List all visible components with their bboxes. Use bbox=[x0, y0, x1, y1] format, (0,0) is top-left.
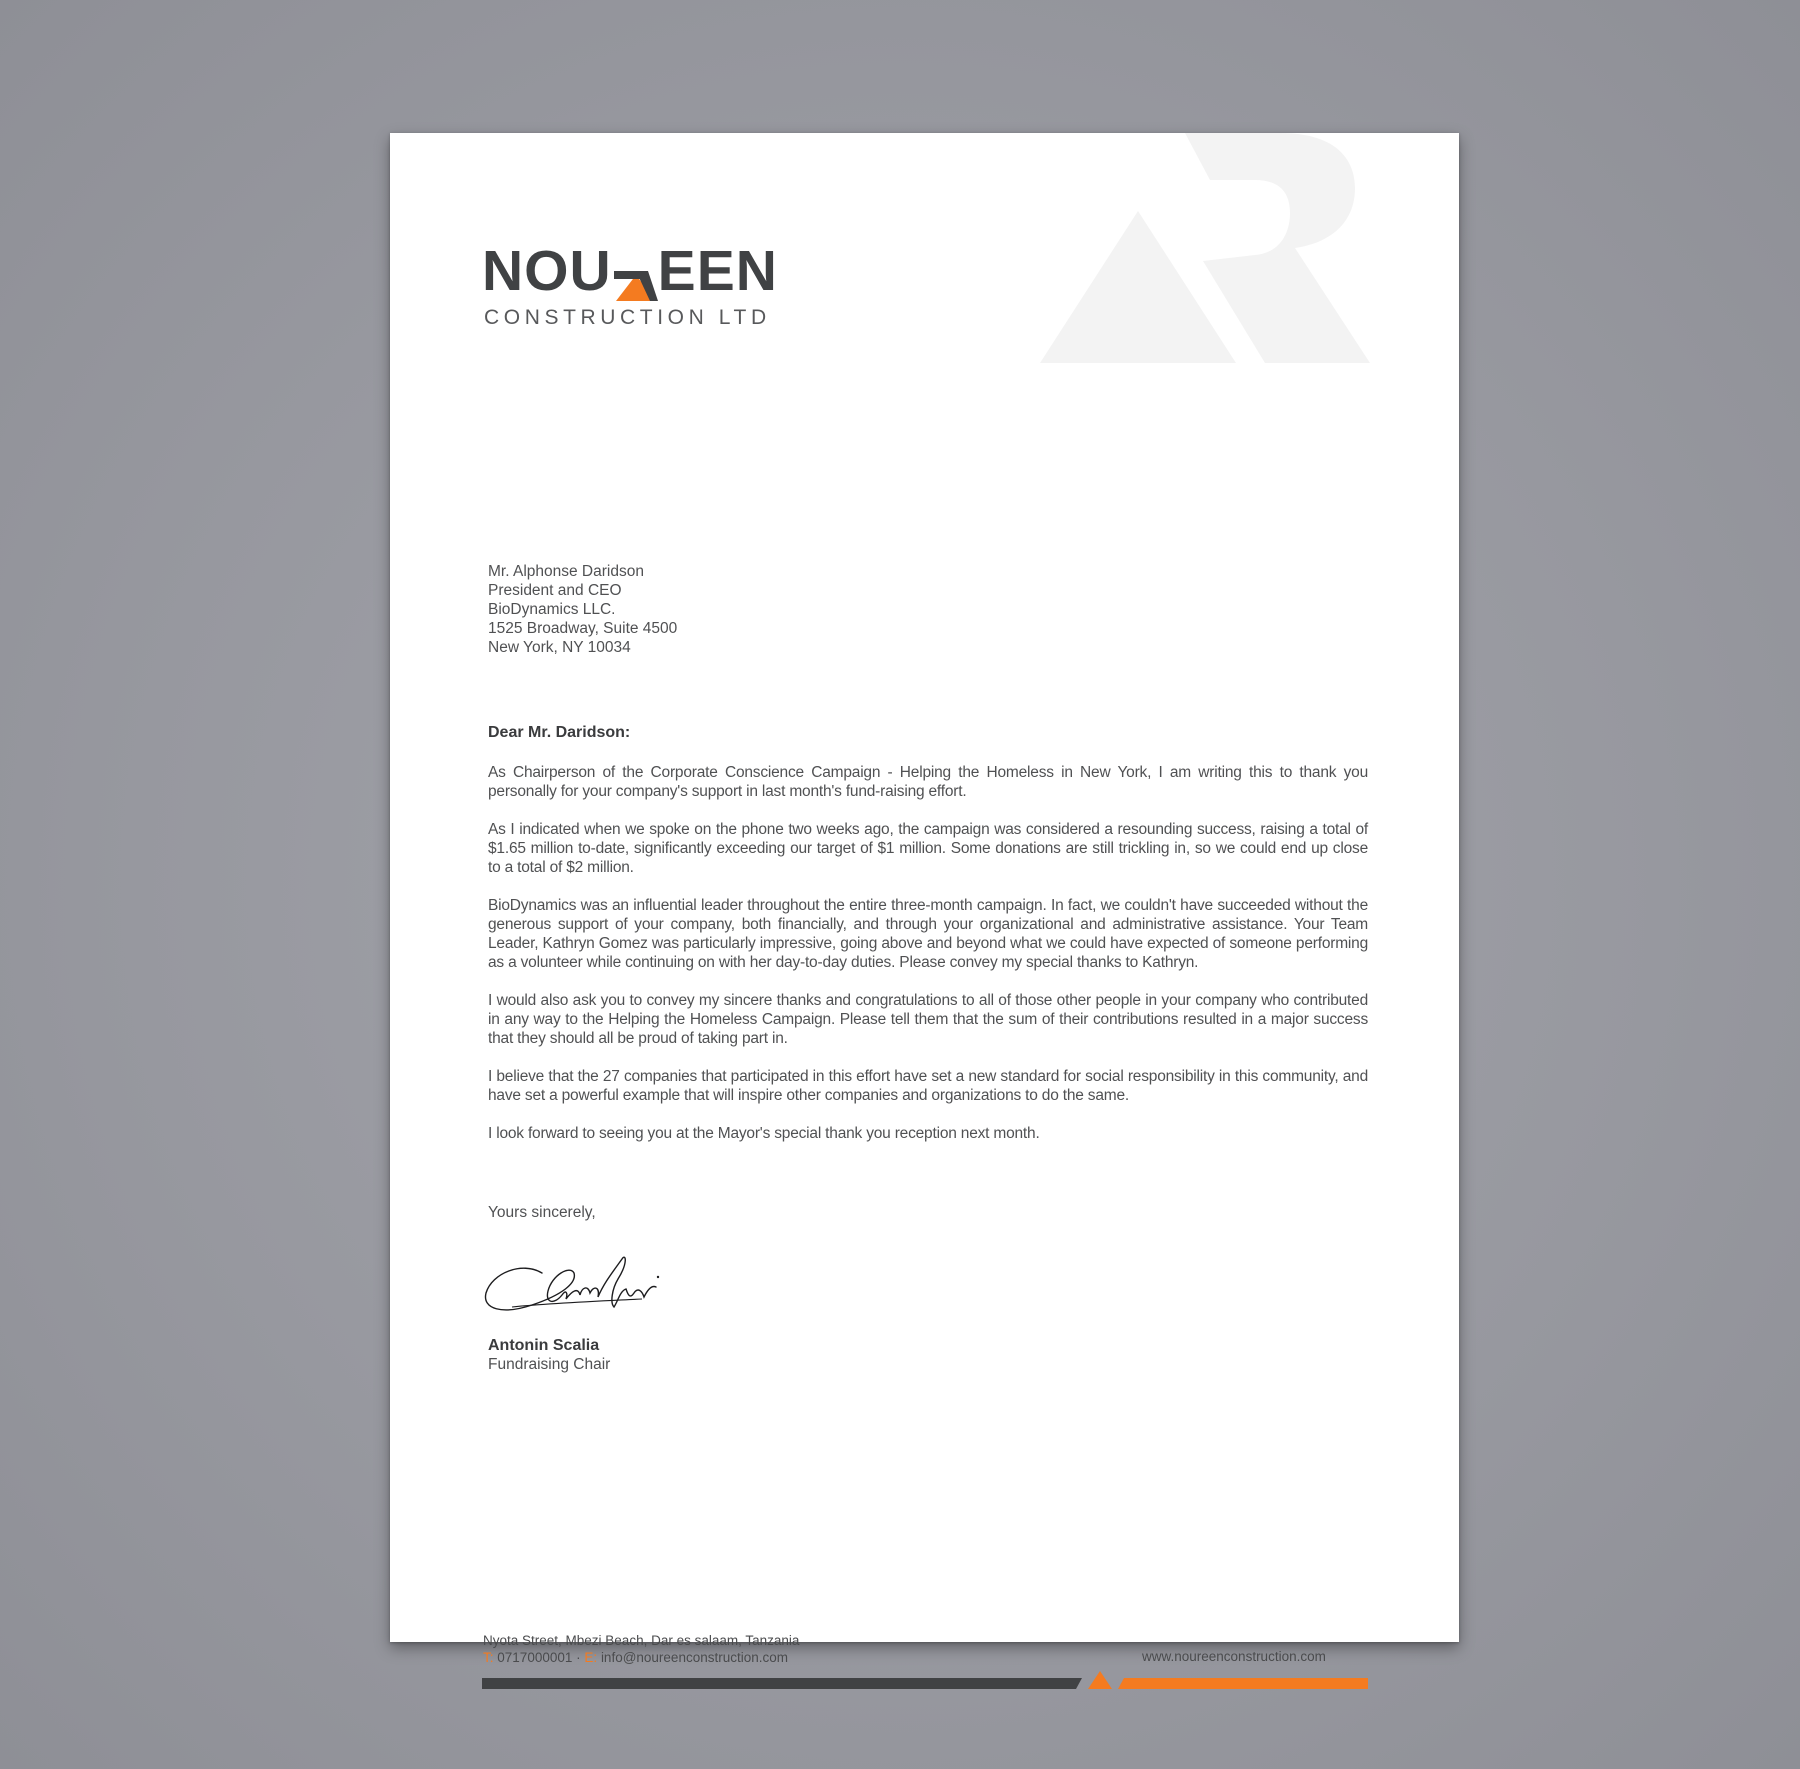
dark-stripe bbox=[482, 1678, 1082, 1689]
recipient-address bbox=[488, 562, 988, 657]
monogram-watermark-icon bbox=[1040, 133, 1380, 363]
body-paragraph: As Chairperson of the Corporate Conscience Campaign - Helping the Homeless in New York, I am writing this to thank you personally for your company's support in last month's fund-raising effort. bbox=[488, 764, 1368, 800]
recipient-street: 1525 Broadway, Suite 4500 bbox=[488, 620, 678, 637]
body-paragraph: I look forward to seeing you at the Mayor's special thank you reception next month. bbox=[488, 1125, 1040, 1142]
logo-triangle-icon bbox=[614, 271, 658, 301]
letter-body bbox=[488, 763, 1368, 1162]
footer-phone-email bbox=[483, 1649, 799, 1666]
body-paragraph: I believe that the 27 companies that participated in this effort have set a new standard for social responsibility in this community, and have set a powerful example that will inspire other companies and organizations to do the same. bbox=[488, 1068, 1368, 1104]
recipient-city: New York, NY 10034 bbox=[488, 639, 631, 656]
recipient-title: President and CEO bbox=[488, 582, 622, 599]
closing: Yours sincerely, bbox=[488, 1204, 596, 1221]
email-address: info@noureenconstruction.com bbox=[600, 1650, 788, 1665]
signer-block bbox=[488, 1336, 610, 1374]
recipient-company: BioDynamics LLC. bbox=[488, 601, 616, 618]
footer-address: Nyota Street, Mbezi Beach, Dar es salaam, Tanzania bbox=[483, 1633, 800, 1648]
phone-label: T: bbox=[483, 1650, 494, 1665]
handwritten-signature bbox=[482, 1243, 672, 1323]
footer-triangle-icon bbox=[1088, 1671, 1112, 1689]
recipient-name: Mr. Alphonse Daridson bbox=[488, 563, 644, 580]
logo-wordmark-suffix: EEN bbox=[657, 239, 778, 303]
letterhead-page bbox=[390, 133, 1459, 1665]
phone-number: 0717000001 bbox=[497, 1650, 573, 1665]
footer-contact bbox=[483, 1632, 799, 1666]
company-logo bbox=[482, 239, 792, 335]
signer-role: Fundraising Chair bbox=[488, 1356, 611, 1373]
signer-name: Antonin Scalia bbox=[488, 1337, 600, 1354]
body-paragraph: As I indicated when we spoke on the phone two weeks ago, the campaign was considered a resounding success, raising a total of $1.65 million to-date, significantly exceeding our target of $1 million. Some donations are still trickling in, so we could end up close to a total of $2 million. bbox=[488, 821, 1368, 876]
footer-website: www.noureenconstruction.com bbox=[1142, 1649, 1326, 1664]
email-label: E: bbox=[584, 1650, 598, 1665]
salutation: Dear Mr. Daridson: bbox=[488, 724, 631, 741]
body-paragraph: BioDynamics was an influential leader throughout the entire three-month campaign. In fact, we couldn't have succeeded without the generous support of your company, both financially, and through your organizational and administrative assistance. Your Team Leader, Kathryn Gomez was particularly impressive, going above and beyond what we could have expected of someone performing as a volunteer while continuing on with her day-to-day duties. Please convey my special thanks to Kathryn. bbox=[488, 897, 1368, 971]
logo-wordmark-prefix: NOU bbox=[482, 239, 612, 303]
orange-stripe bbox=[1118, 1678, 1368, 1689]
footer-stripe bbox=[482, 1669, 1368, 1689]
body-paragraph: I would also ask you to convey my sincere thanks and congratulations to all of those other people in your company who contributed in any way to the Helping the Homeless Campaign. Please tell them that the sum of their contributions resulted in a major success that they should all be proud of taking part in. bbox=[488, 992, 1368, 1047]
contact-separator: · bbox=[576, 1650, 581, 1665]
logo-tagline: CONSTRUCTION LTD bbox=[484, 306, 771, 329]
